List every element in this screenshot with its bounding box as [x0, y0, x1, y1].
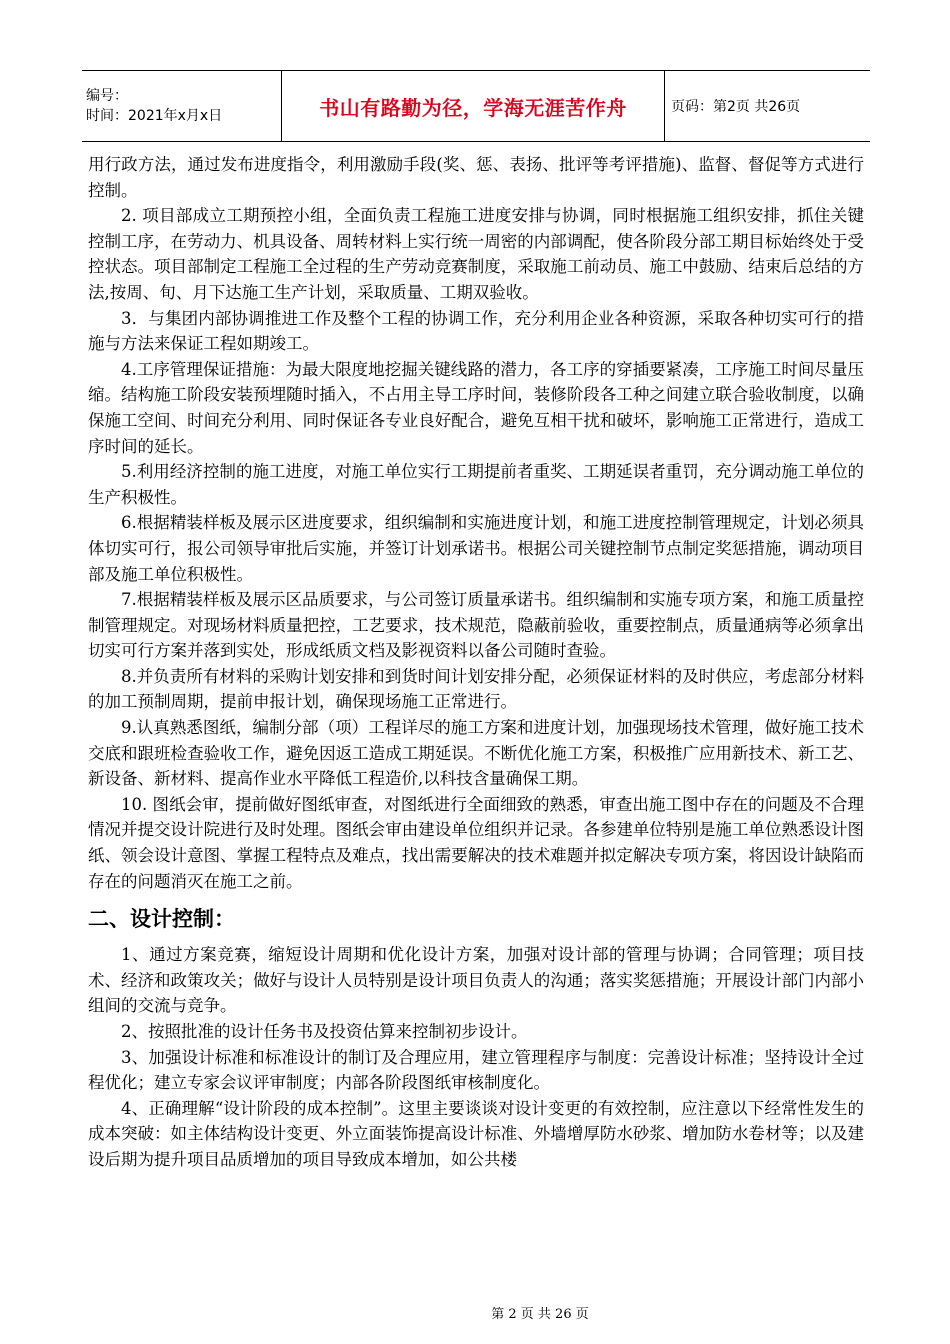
header-meta [82, 71, 282, 141]
paragraph: 1、通过方案竞赛，缩短设计周期和优化设计方案，加强对设计部的管理与协调；合同管理；项目技术、经济和政策攻关；做好与设计人员特别是设计项目负责人的沟通；落实奖惩措施；开展设计部门内部小组间的交流与竞争。 [88, 945, 864, 1016]
paragraph: 3、加强设计标准和标准设计的制订及合理应用，建立管理程序与制度：完善设计标准；坚持设计全过程优化；建立专家会议评审制度；内部各阶段图纸审核制度化。 [88, 1047, 864, 1093]
paragraph: 4.工序管理保证措施：为最大限度地挖掘关键线路的潜力，各工序的穿插要紧凑，工序施工时间尽量压缩。结构施工阶段安装预埋随时插入，不占用主导工序时间，装修阶段各工种之间建立联合验收制度，以确保施工空间、时间充分利用、同时保证各专业良好配合，避免互相干扰和破坏，影响施工正常进行，造成工序时间的延长。 [88, 359, 864, 456]
header-page-info: 页码：第2页 共26页 [671, 99, 801, 115]
paragraph: 6.根据精装样板及展示区进度要求，组织编制和实施进度计划，和施工进度控制管理规定，计划必须具体切实可行，报公司领导审批后实施，并签订计划承诺书。根据公司关键控制节点制定奖惩措施，调动项目部及施工单位积极性。 [88, 513, 864, 584]
paragraph: 7.根据精装样板及展示区品质要求，与公司签订质量承诺书。组织编制和实施专项方案，和施工质量控制管理规定。对现场材料质量把控，工艺要求，技术规范，隐蔽前验收，重要控制点，质量通病等必须拿出切实可行方案并落到实处，形成纸质文档及影视资料以备公司随时查验。 [88, 590, 864, 661]
header-motto-cell [282, 71, 665, 141]
paragraph: 8.并负责所有材料的采购计划安排和到货时间计划安排分配，必须保证材料的及时供应，考虑部分材料的加工预制周期，提前申报计划，确保现场施工正常进行。 [88, 666, 864, 712]
header-page-info-cell [665, 71, 870, 141]
document-number-label: 编号： [86, 88, 128, 104]
page-footer: 第 2 页 共 26 页 [491, 1307, 589, 1322]
paragraph: 用行政方法，通过发布进度指令，利用激励手段(奖、惩、表扬、批评等考评措施)、监督、督促等方式进行控制。 [88, 155, 864, 200]
paragraph: 9.认真熟悉图纸，编制分部（项）工程详尽的施工方案和进度计划，加强现场技术管理，做好施工技术交底和跟班检查验收工作，避免因返工造成工期延误。不断优化施工方案，积极推广应用新技术、新工艺、新设备、新材料、提高作业水平降低工程造价,以科技含量确保工期。 [88, 718, 864, 789]
page-header [82, 70, 870, 142]
paragraph: 2. 项目部成立工期预控小组，全面负责工程施工进度安排与协调，同时根据施工组织安排，抓住关键控制工序，在劳动力、机具设备、周转材料上实行统一周密的内部调配，使各阶段分部工期目标始终处于受控状态。项目部制定工程施工全过程的生产劳动竞赛制度，采取施工前动员、施工中鼓励、结束后总结的方法,按周、旬、月下达施工生产计划，采取质量、工期双验收。 [88, 206, 864, 302]
paragraph: 4、正确理解“设计阶段的成本控制”。这里主要谈谈对设计变更的有效控制，应注意以下经常性发生的成本突破：如主体结构设计变更、外立面装饰提高设计标准、外墙增厚防水砂浆、增加防水卷材等；以及建设后期为提升项目品质增加的项目导致成本增加，如公共楼 [88, 1098, 864, 1169]
paragraph: 10. 图纸会审，提前做好图纸审查，对图纸进行全面细致的熟悉，审查出施工图中存在的问题及不合理情况并提交设计院进行及时处理。图纸会审由建设单位组织并记录。各参建单位特别是施工单位熟悉设计图纸、领会设计意图、掌握工程特点及难点，找出需要解决的技术难题并拟定解决专项方案，将因设计缺陷而存在的问题消灭在施工之前。 [88, 794, 864, 891]
document-date: 时间：2021年x月x日 [86, 108, 223, 124]
paragraph: 3．与集团内部协调推进工作及整个工程的协调工作，充分利用企业各种资源，采取各种切实可行的措施与方法来保证工程如期竣工。 [88, 308, 864, 354]
section-heading: 二、设计控制： [88, 907, 235, 932]
paragraph: 2、按照批准的设计任务书及投资估算来控制初步设计。 [121, 1022, 528, 1041]
header-motto: 书山有路勤为径，学海无涯苦作舟 [319, 95, 627, 120]
document-body [88, 152, 864, 1173]
paragraph: 5.利用经济控制的施工进度，对施工单位实行工期提前者重奖、工期延误者重罚，充分调动施工单位的生产积极性。 [88, 462, 864, 507]
